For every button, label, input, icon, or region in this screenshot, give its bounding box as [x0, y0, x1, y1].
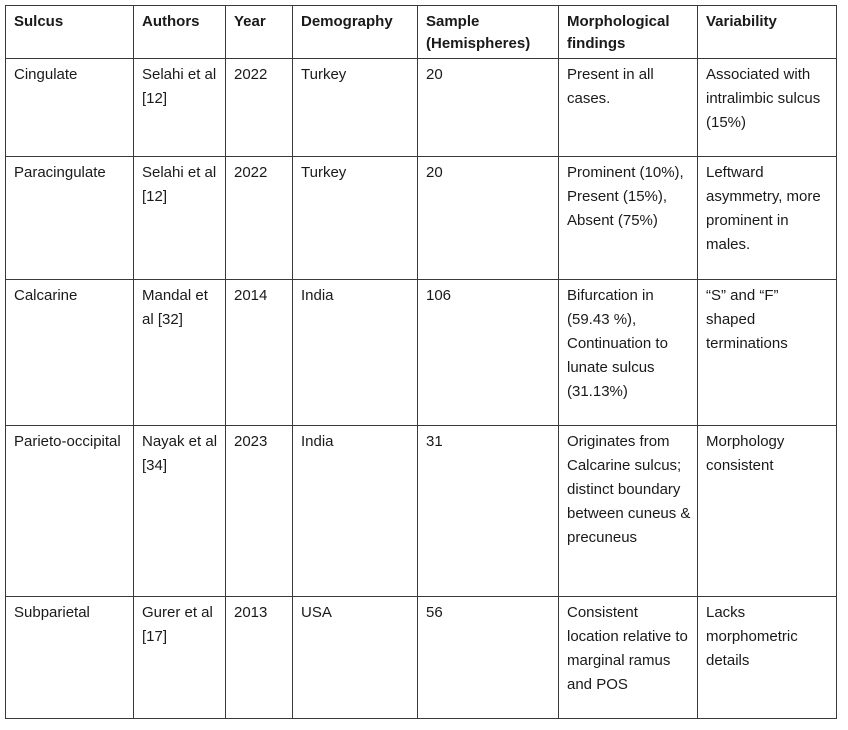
table-row	[6, 59, 837, 157]
table-row	[6, 157, 837, 280]
header-morphological-findings: Morphological findings	[559, 6, 698, 59]
cell-year: 2014	[226, 280, 293, 426]
cell-variability: Lacks morphometric details	[698, 597, 837, 719]
cell-morphological-findings: Prominent (10%), Present (15%), Absent (75%)	[559, 157, 698, 280]
table-header-row	[6, 6, 837, 59]
cell-year: 2013	[226, 597, 293, 719]
cell-sulcus: Cingulate	[6, 59, 134, 157]
cell-morphological-findings: Bifurcation in (59.43 %), Continuation to lunate sulcus (31.13%)	[559, 280, 698, 426]
cell-sample: 31	[418, 426, 559, 597]
cell-authors: Mandal et al [32]	[134, 280, 226, 426]
cell-morphological-findings: Originates from Calcarine sulcus; distinct boundary between cuneus & precuneus	[559, 426, 698, 597]
header-variability: Variability	[698, 6, 837, 59]
header-year: Year	[226, 6, 293, 59]
cell-sulcus: Subparietal	[6, 597, 134, 719]
table-row	[6, 597, 837, 719]
header-authors: Authors	[134, 6, 226, 59]
header-sulcus: Sulcus	[6, 6, 134, 59]
table-row	[6, 426, 837, 597]
cell-demography: India	[293, 426, 418, 597]
cell-sample: 106	[418, 280, 559, 426]
cell-authors: Selahi et al [12]	[134, 59, 226, 157]
cell-morphological-findings: Present in all cases.	[559, 59, 698, 157]
sulcus-findings-table	[5, 5, 837, 719]
cell-demography: USA	[293, 597, 418, 719]
cell-demography: Turkey	[293, 157, 418, 280]
cell-year: 2023	[226, 426, 293, 597]
cell-variability: Associated with intralimbic sulcus (15%)	[698, 59, 837, 157]
cell-authors: Selahi et al [12]	[134, 157, 226, 280]
cell-variability: “S” and “F” shaped terminations	[698, 280, 837, 426]
cell-variability: Leftward asymmetry, more prominent in males.	[698, 157, 837, 280]
cell-sulcus: Paracingulate	[6, 157, 134, 280]
cell-sulcus: Calcarine	[6, 280, 134, 426]
cell-sample: 56	[418, 597, 559, 719]
cell-authors: Gurer et al [17]	[134, 597, 226, 719]
header-sample: Sample (Hemispheres)	[418, 6, 559, 59]
cell-sulcus: Parieto-occipital	[6, 426, 134, 597]
header-demography: Demography	[293, 6, 418, 59]
cell-variability: Morphology consistent	[698, 426, 837, 597]
cell-year: 2022	[226, 59, 293, 157]
cell-demography: India	[293, 280, 418, 426]
cell-year: 2022	[226, 157, 293, 280]
cell-morphological-findings: Consistent location relative to marginal ramus and POS	[559, 597, 698, 719]
cell-demography: Turkey	[293, 59, 418, 157]
cell-sample: 20	[418, 157, 559, 280]
cell-sample: 20	[418, 59, 559, 157]
cell-authors: Nayak et al [34]	[134, 426, 226, 597]
table-row	[6, 280, 837, 426]
